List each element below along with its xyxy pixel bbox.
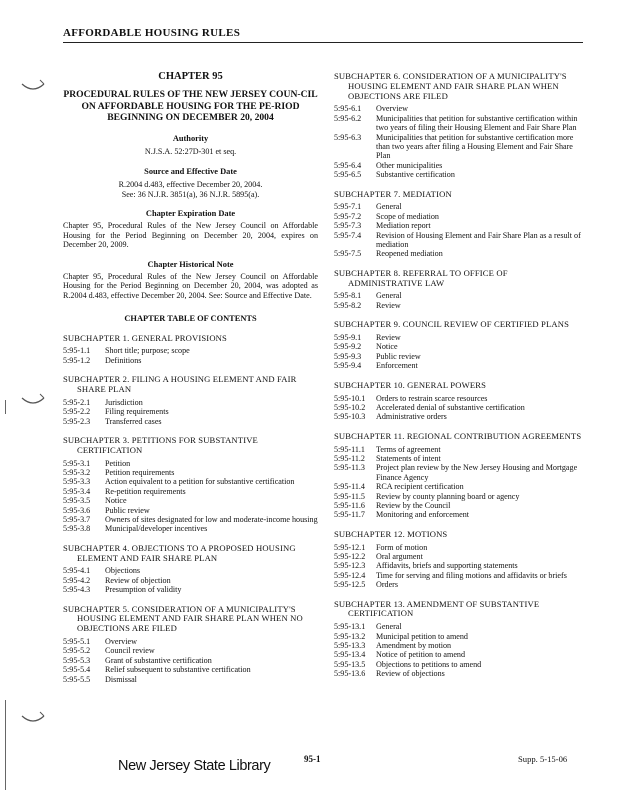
section-row — [334, 231, 584, 250]
section-number: 5:95-13.3 — [334, 641, 366, 650]
section-list — [63, 398, 318, 426]
section-number: 5:95-13.5 — [334, 659, 366, 669]
section-title: Jurisdiction — [105, 397, 143, 407]
section-row — [334, 161, 584, 170]
subchapter-heading: SUBCHAPTER 11. REGIONAL CONTRIBUTION AGREEMENTS — [334, 430, 582, 441]
section-number: 5:95-3.4 — [63, 486, 91, 496]
subchapter-heading: SUBCHAPTER 9. COUNCIL REVIEW OF CERTIFIED PLANS — [334, 319, 569, 330]
subchapter-heading: SUBCHAPTER 2. FILING A HOUSING ELEMENT AND FAIR SHARE PLAN — [63, 374, 297, 394]
section-row — [334, 482, 584, 491]
section-list — [334, 543, 584, 590]
section-row — [63, 398, 318, 407]
section-title: Review of objections — [376, 669, 445, 679]
section-number: 5:95-3.7 — [63, 515, 91, 525]
section-row — [63, 506, 318, 515]
section-row — [334, 641, 584, 650]
section-title: Municipalities that petition for substantive certification within two years of filing their Housing Element and Fair Share Plan — [376, 113, 578, 133]
section-row — [63, 477, 318, 486]
section-title: Public review — [105, 505, 150, 515]
section-row — [334, 580, 584, 589]
section-row — [63, 524, 318, 533]
section-title: Orders to restrain scarce resources — [376, 393, 488, 403]
section-number: 5:95-9.4 — [334, 361, 362, 371]
section-title: Administrative orders — [376, 412, 447, 422]
section-title: Time for serving and filing motions and affidavits or briefs — [376, 570, 567, 580]
section-number: 5:95-11.7 — [334, 510, 365, 520]
running-header-title: AFFORDABLE HOUSING RULES — [63, 27, 241, 39]
toc-right-list — [334, 72, 584, 679]
section-title: Review — [376, 300, 401, 310]
section-number: 5:95-5.1 — [63, 637, 91, 647]
section-title: Review of objection — [105, 575, 171, 585]
section-title: Project plan review by the New Jersey Housing and Mortgage Finance Agency — [376, 463, 578, 482]
section-number: 5:95-12.4 — [334, 570, 366, 580]
section-row — [334, 622, 584, 631]
section-number: 5:95-8.1 — [334, 291, 362, 301]
section-title: Monitoring and enforcement — [376, 510, 470, 520]
section-row — [63, 585, 318, 594]
section-number: 5:95-10.1 — [334, 393, 366, 403]
section-number: 5:95-4.1 — [63, 566, 91, 576]
section-number: 5:95-7.3 — [334, 221, 362, 231]
subchapter-heading: SUBCHAPTER 12. MOTIONS — [334, 528, 448, 539]
expiration-text: Chapter 95, Procedural Rules of the New Jersey Council on Affordable Housing for the Period Beginning on December 20, 2004, expires on December 20, 2009. — [63, 221, 318, 250]
section-row — [63, 487, 318, 496]
section-number: 5:95-13.4 — [334, 650, 366, 660]
section-number: 5:95-11.1 — [334, 444, 365, 454]
section-number: 5:95-5.4 — [63, 665, 91, 675]
section-number: 5:95-5.5 — [63, 674, 91, 684]
section-number: 5:95-12.1 — [334, 542, 366, 552]
section-title: General — [376, 202, 402, 212]
section-list — [63, 346, 318, 365]
section-title: Re-petition requirements — [105, 486, 186, 496]
section-number: 5:95-10.3 — [334, 412, 366, 422]
section-number: 5:95-1.2 — [63, 355, 91, 365]
margin-tick — [5, 700, 6, 790]
section-title: Scope of mediation — [376, 211, 439, 221]
section-row — [334, 492, 584, 501]
toc-left-list — [63, 334, 318, 685]
section-title: Substantive certification — [376, 170, 455, 180]
section-title: Filing requirements — [105, 407, 169, 417]
section-title: RCA recipient certification — [376, 482, 464, 492]
section-number: 5:95-11.6 — [334, 500, 365, 510]
section-title: Relief subsequent to substantive certification — [105, 665, 251, 675]
section-title: Notice of petition to amend — [376, 650, 466, 660]
section-number: 5:95-4.2 — [63, 575, 91, 585]
section-number: 5:95-5.2 — [63, 646, 91, 656]
binder-hole-mark — [20, 78, 46, 96]
header-rule — [63, 42, 583, 43]
section-number: 5:95-2.2 — [63, 407, 91, 417]
section-row — [334, 571, 584, 580]
section-title: Review — [376, 333, 401, 343]
section-row — [334, 543, 584, 552]
section-title: Owners of sites designated for low and moderate-income housing — [105, 515, 318, 525]
source-line-2: See: 36 N.J.R. 3851(a), 36 N.J.R. 5895(a). — [121, 189, 260, 199]
section-title: Public review — [376, 351, 421, 361]
section-row — [63, 468, 318, 477]
section-number: 5:95-2.3 — [63, 416, 91, 426]
section-number: 5:95-3.8 — [63, 524, 91, 534]
section-row — [334, 561, 584, 570]
source-line-1: R.2004 d.483, effective December 20, 2004. — [118, 180, 263, 190]
section-row — [334, 114, 584, 133]
section-title: Statements of intent — [376, 453, 441, 463]
chapter-number: CHAPTER 95 — [158, 71, 223, 82]
section-row — [63, 417, 318, 426]
section-title: Form of motion — [376, 542, 428, 552]
section-list — [334, 622, 584, 678]
subchapter-heading: SUBCHAPTER 1. GENERAL PROVISIONS — [63, 332, 227, 343]
section-number: 5:95-3.3 — [63, 477, 91, 487]
section-title: Affidavits, briefs and supporting statements — [376, 561, 518, 571]
history-text: Chapter 95, Procedural Rules of the New Jersey Council on Affordable Housing for the Period Beginning on December 20, 2004, was adopted as R.2004 d.483, effective December 20, 2004. See: Source and Effective Date. — [63, 271, 318, 300]
supplement-date: Supp. 5-15-06 — [518, 754, 568, 764]
section-list — [334, 291, 584, 310]
binder-hole-mark — [20, 392, 46, 410]
section-row — [63, 346, 318, 355]
section-title: Municipal petition to amend — [376, 631, 468, 641]
section-row — [334, 445, 584, 454]
section-title: Notice — [105, 496, 127, 506]
section-number: 5:95-9.3 — [334, 351, 362, 361]
subchapter-heading: SUBCHAPTER 5. CONSIDERATION OF A MUNICIPALITY'S HOUSING ELEMENT AND FAIR SHARE PLAN WHEN NO OBJECTIONS ARE FILED — [63, 603, 303, 634]
section-row — [334, 249, 584, 258]
authority-text: N.J.S.A. 52:27D-301 et seq. — [144, 147, 237, 157]
subchapter-heading: SUBCHAPTER 10. GENERAL POWERS — [334, 379, 487, 390]
section-row — [334, 510, 584, 519]
section-title: Notice — [376, 342, 398, 352]
section-title: Overview — [376, 104, 408, 114]
section-number: 5:95-11.2 — [334, 453, 365, 463]
section-row — [334, 342, 584, 351]
section-title: Municipalities that petition for substantive certification more than two years after filing a Housing Element and Fair Share Plan — [376, 132, 574, 161]
section-title: Objections to petitions to amend — [376, 659, 482, 669]
section-number: 5:95-6.2 — [334, 113, 362, 123]
section-row — [334, 352, 584, 361]
section-number: 5:95-7.2 — [334, 211, 362, 221]
section-title: Review by the Council — [376, 500, 451, 510]
section-number: 5:95-5.3 — [63, 655, 91, 665]
section-number: 5:95-12.2 — [334, 551, 366, 561]
section-row — [63, 515, 318, 524]
section-title: Presumption of validity — [105, 585, 182, 595]
section-row — [334, 361, 584, 370]
section-row — [334, 133, 584, 161]
subchapter-heading: SUBCHAPTER 6. CONSIDERATION OF A MUNICIPALITY'S HOUSING ELEMENT AND FAIR SHARE PLAN WHEN OBJECTIONS ARE FILED — [334, 71, 567, 101]
section-row — [334, 501, 584, 510]
section-row — [334, 394, 584, 403]
section-row — [334, 412, 584, 421]
section-title: Action equivalent to a petition for substantive certification — [105, 477, 295, 487]
section-row — [334, 552, 584, 561]
history-heading: Chapter Historical Note — [147, 259, 234, 269]
subchapter-heading: SUBCHAPTER 4. OBJECTIONS TO A PROPOSED HOUSING ELEMENT AND FAIR SHARE PLAN — [63, 542, 296, 563]
section-list — [334, 333, 584, 371]
section-title: Enforcement — [376, 361, 418, 371]
section-title: Reopened mediation — [376, 249, 443, 259]
section-number: 5:95-2.1 — [63, 397, 91, 407]
section-row — [334, 212, 584, 221]
section-row — [63, 665, 318, 674]
section-title: Municipal/developer incentives — [105, 524, 208, 534]
binder-hole-mark — [20, 710, 46, 728]
section-number: 5:95-3.1 — [63, 458, 91, 468]
section-row — [334, 202, 584, 211]
section-row — [334, 301, 584, 310]
section-list — [63, 459, 318, 534]
section-number: 5:95-12.5 — [334, 580, 366, 590]
section-title: Amendment by motion — [376, 641, 452, 650]
toc-heading: CHAPTER TABLE OF CONTENTS — [124, 314, 257, 324]
expiration-heading: Chapter Expiration Date — [145, 208, 236, 218]
section-number: 5:95-9.2 — [334, 342, 362, 352]
section-list — [334, 445, 584, 520]
section-number: 5:95-11.4 — [334, 482, 365, 492]
section-row — [334, 333, 584, 342]
section-row — [334, 463, 584, 482]
section-title: Dismissal — [105, 674, 137, 684]
section-number: 5:95-6.1 — [334, 104, 362, 114]
section-row — [63, 407, 318, 416]
section-number: 5:95-6.5 — [334, 170, 362, 180]
section-row — [334, 170, 584, 179]
section-row — [334, 632, 584, 641]
section-number: 5:95-13.1 — [334, 622, 366, 632]
section-title: Transferred cases — [105, 416, 162, 426]
section-number: 5:95-7.1 — [334, 202, 362, 212]
section-row — [334, 291, 584, 300]
section-title: Short title; purpose; scope — [105, 346, 190, 356]
section-title: Review by county planning board or agency — [376, 491, 520, 501]
section-number: 5:95-6.3 — [334, 132, 362, 142]
section-row — [63, 459, 318, 468]
chapter-title: PROCEDURAL RULES OF THE NEW JERSEY COUN-CIL ON AFFORDABLE HOUSING FOR THE PE-RIOD BEGINNING ON DECEMBER 20, 2004 — [63, 89, 318, 124]
section-row — [63, 576, 318, 585]
section-title: Orders — [376, 580, 399, 590]
section-number: 5:95-8.2 — [334, 300, 362, 310]
section-number: 5:95-3.6 — [63, 505, 91, 515]
section-row — [63, 356, 318, 365]
section-row — [334, 403, 584, 412]
section-number: 5:95-7.5 — [334, 249, 362, 259]
section-row — [63, 637, 318, 646]
section-row — [63, 496, 318, 505]
section-list — [63, 637, 318, 684]
section-title: Petition requirements — [105, 468, 175, 478]
section-number: 5:95-10.2 — [334, 402, 366, 412]
section-title: Overview — [105, 637, 137, 647]
section-title: Oral argument — [376, 551, 423, 561]
section-list — [334, 202, 584, 258]
section-number: 5:95-3.5 — [63, 496, 91, 506]
source-text — [63, 180, 318, 199]
left-column — [63, 56, 318, 684]
section-title: Accelerated denial of substantive certification — [376, 402, 525, 412]
source-heading: Source and Effective Date — [144, 166, 237, 176]
authority-heading: Authority — [172, 133, 209, 143]
subchapter-heading: SUBCHAPTER 8. REFERRAL TO OFFICE OF ADMINISTRATIVE LAW — [334, 267, 508, 288]
page-number: 95-1 — [304, 754, 321, 764]
margin-tick — [5, 400, 6, 414]
section-row — [63, 675, 318, 684]
section-number: 5:95-4.3 — [63, 585, 91, 595]
section-title: Mediation report — [376, 221, 431, 231]
section-number: 5:95-9.1 — [334, 333, 362, 343]
section-row — [63, 566, 318, 575]
section-title: Council review — [105, 646, 155, 656]
subchapter-heading: SUBCHAPTER 7. MEDIATION — [334, 188, 452, 199]
section-row — [63, 656, 318, 665]
subchapter-heading: SUBCHAPTER 13. AMENDMENT OF SUBSTANTIVE CERTIFICATION — [334, 598, 540, 619]
section-row — [334, 454, 584, 463]
section-row — [334, 650, 584, 659]
section-number: 5:95-11.3 — [334, 463, 365, 473]
section-title: Objections — [105, 566, 141, 576]
section-row — [63, 646, 318, 655]
section-list — [334, 394, 584, 422]
section-title: Revision of Housing Element and Fair Share Plan as a result of mediation — [376, 230, 581, 250]
section-title: Grant of substantive certification — [105, 655, 212, 665]
section-title: Other municipalities — [376, 160, 443, 170]
section-row — [334, 669, 584, 678]
section-number: 5:95-11.5 — [334, 491, 365, 501]
section-list — [334, 104, 584, 179]
section-row — [334, 221, 584, 230]
section-title: Petition — [105, 458, 131, 468]
subchapter-heading: SUBCHAPTER 3. PETITIONS FOR SUBSTANTIVE CERTIFICATION — [63, 435, 258, 455]
section-title: Definitions — [105, 355, 142, 365]
section-number: 5:95-13.2 — [334, 631, 366, 641]
section-row — [334, 660, 584, 669]
section-number: 5:95-12.3 — [334, 561, 366, 571]
section-title: General — [376, 291, 402, 301]
library-watermark: New Jersey State Library — [118, 758, 271, 774]
section-number: 5:95-1.1 — [63, 346, 91, 356]
right-column — [334, 56, 584, 679]
section-title: General — [376, 622, 402, 632]
section-row — [334, 104, 584, 113]
section-number: 5:95-3.2 — [63, 468, 91, 478]
section-number: 5:95-6.4 — [334, 160, 362, 170]
section-number: 5:95-7.4 — [334, 230, 362, 240]
section-title: Terms of agreement — [376, 444, 441, 454]
section-number: 5:95-13.6 — [334, 669, 366, 679]
section-list — [63, 566, 318, 594]
